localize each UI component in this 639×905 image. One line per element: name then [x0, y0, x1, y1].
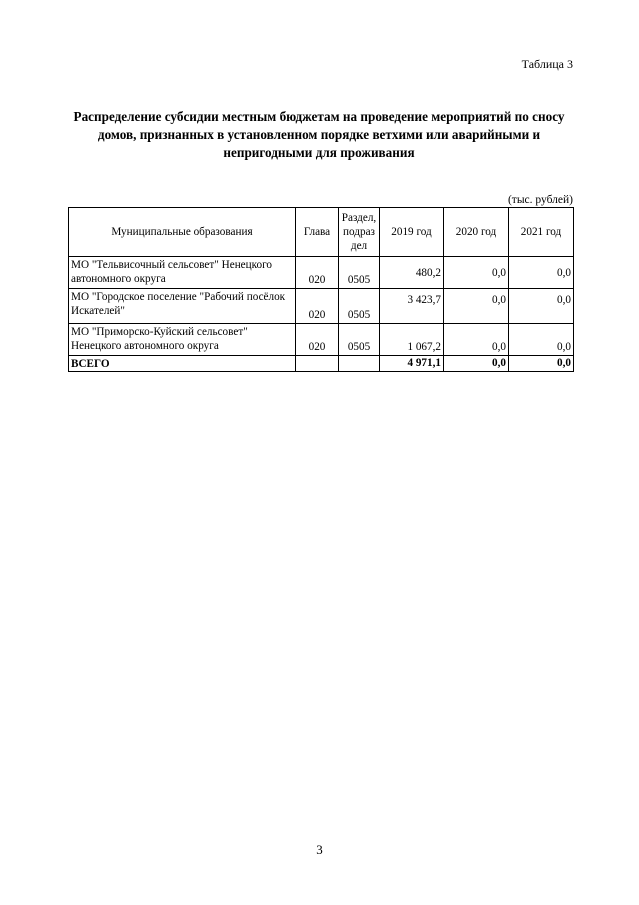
- cell-year-2021: 0,0: [509, 257, 574, 289]
- cell-municipality: МО "Тельвисочный сельсовет" Ненецкого автономного округа: [69, 257, 296, 289]
- table-row: [69, 289, 574, 324]
- page-number: 3: [316, 842, 323, 857]
- cell-municipality: МО "Приморско-Куйский сельсовет" Ненецкого автономного округа: [69, 324, 296, 356]
- header-year-2019: 2019 год: [380, 208, 444, 257]
- cell-year-2021: 0,0: [509, 324, 574, 356]
- total-year-2021: 0,0: [509, 356, 574, 372]
- cell-year-2020: 0,0: [444, 324, 509, 356]
- cell-year-2019: 1 067,2: [380, 324, 444, 356]
- cell-year-2019: 480,2: [380, 257, 444, 289]
- cell-chapter: 020: [296, 324, 339, 356]
- total-empty-section: [339, 356, 380, 372]
- document-title: Распределение субсидии местным бюджетам на проведение мероприятий по сносу домов, признанных в установленном порядке ветхими или аварийными и непригодными для проживания: [73, 109, 565, 160]
- cell-municipality: МО "Городское поселение "Рабочий посёлок Искателей": [69, 289, 296, 324]
- total-label: ВСЕГО: [69, 356, 296, 372]
- cell-section: 0505: [339, 257, 380, 289]
- cell-chapter: 020: [296, 289, 339, 324]
- subsidy-distribution-table: [68, 207, 574, 372]
- total-year-2020: 0,0: [444, 356, 509, 372]
- cell-chapter: 020: [296, 257, 339, 289]
- cell-year-2020: 0,0: [444, 289, 509, 324]
- cell-year-2021: 0,0: [509, 289, 574, 324]
- header-year-2020: 2020 год: [444, 208, 509, 257]
- table-total-row: [69, 356, 574, 372]
- table-header-row: [69, 208, 574, 257]
- header-municipality: Муниципальные образования: [69, 208, 296, 257]
- header-chapter: Глава: [296, 208, 339, 257]
- cell-section: 0505: [339, 289, 380, 324]
- units-label: (тыс. рублей): [507, 194, 573, 206]
- table-row: [69, 257, 574, 289]
- cell-section: 0505: [339, 324, 380, 356]
- total-empty-chapter: [296, 356, 339, 372]
- cell-year-2020: 0,0: [444, 257, 509, 289]
- table-row: [69, 324, 574, 356]
- cell-year-2019: 3 423,7: [380, 289, 444, 324]
- header-section: Раздел, подраз дел: [339, 208, 380, 257]
- header-year-2021: 2021 год: [509, 208, 574, 257]
- total-year-2019: 4 971,1: [380, 356, 444, 372]
- table-number: Таблица 3: [521, 57, 573, 71]
